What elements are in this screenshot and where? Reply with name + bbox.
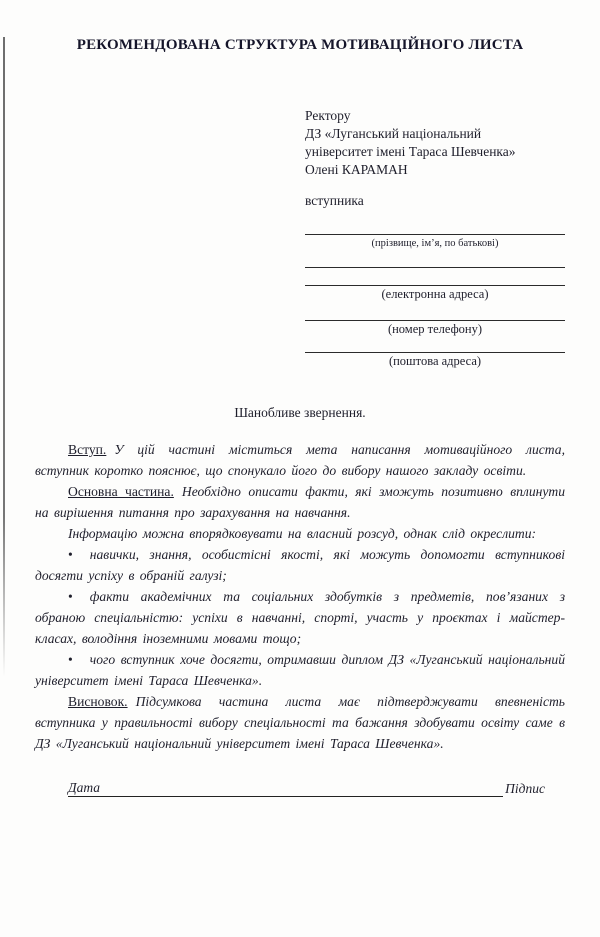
- signature-blank-line: [104, 796, 503, 797]
- paragraph-conclusion: [35, 691, 565, 754]
- signature-row: [68, 780, 545, 797]
- bullet-item-goals: [35, 649, 565, 691]
- extra-blank-line: [305, 250, 565, 268]
- recipient-to: Ректору: [305, 108, 351, 123]
- signature-label: Підпис: [505, 781, 545, 796]
- recipient-name: Олені КАРАМАН: [305, 162, 408, 177]
- name-field-label: (прізвище, ім’я, по батькові): [371, 238, 499, 249]
- intro-lead: Вступ.: [68, 442, 107, 457]
- applicant-label: вступника: [305, 193, 364, 208]
- document-body: [35, 439, 565, 754]
- conclusion-lead: Висновок.: [68, 694, 128, 709]
- applicant-form: [305, 210, 565, 368]
- email-field-label: (електронна адреса): [381, 287, 489, 301]
- postal-field-label: (поштова адреса): [388, 354, 482, 368]
- recipient-org-line1: ДЗ «Луганський національний: [305, 126, 482, 141]
- bullet-item-achievements: [35, 586, 565, 649]
- paragraph-info: [35, 523, 565, 544]
- phone-field-label: (номер телефону): [387, 322, 483, 336]
- name-blank-line: [305, 210, 565, 235]
- bullet-text: чого вступник хоче досягти, отримавши диплом ДЗ «Луганський національний університет імені Тараса Шевченка».: [35, 652, 565, 688]
- email-blank-line: [305, 268, 565, 286]
- bullet-text: факти академічних та соціальних здобутків з предметів, пов’язаних з обраною спеціальністю: успіхи в навчанні, спорті, участь у проєктах і майстер-класах, володіння іноземними мовами тощо;: [35, 589, 565, 646]
- salutation: Шанобливе звернення.: [234, 405, 366, 420]
- bullet-item-skills: [35, 544, 565, 586]
- conclusion-text: Підсумкова частина листа має підтверджувати впевненість вступника у правильності вибору спеціальності та бажання здобувати освіту саме в ДЗ «Луганський національний університет імені Тараса Шевченка».: [35, 694, 565, 751]
- paragraph-intro: [35, 439, 565, 481]
- date-label: Дата: [68, 780, 104, 797]
- main-lead: Основна частина.: [68, 484, 174, 499]
- document-page: [0, 37, 600, 937]
- bullet-icon: •: [68, 652, 73, 667]
- page-title: РЕКОМЕНДОВАНА СТРУКТУРА МОТИВАЦІЙНОГО ЛИСТА: [76, 37, 524, 53]
- postal-blank-line: [305, 336, 565, 353]
- bullet-icon: •: [68, 547, 73, 562]
- intro-text: У цій частині міститься мета написання мотиваційного листа, вступник коротко пояснює, що спонукало його до вибору нашого закладу освіти.: [35, 442, 565, 478]
- recipient-org-line2: університет імені Тараса Шевченка»: [305, 144, 516, 159]
- bullet-text: навички, знання, особистісні якості, які можуть допомогти вступникові досягти успіху в обраній галузі;: [35, 547, 565, 583]
- paragraph-main: [35, 481, 565, 523]
- info-text: Інформацію можна впорядковувати на власний розсуд, однак слід окреслити:: [68, 526, 537, 541]
- scan-edge-line: [3, 37, 5, 677]
- recipient-block: [305, 107, 565, 210]
- phone-blank-line: [305, 301, 565, 321]
- main-text: Необхідно описати факти, які зможуть позитивно вплинути на вирішення питання про зарахування на навчання.: [35, 484, 566, 520]
- bullet-icon: •: [68, 589, 73, 604]
